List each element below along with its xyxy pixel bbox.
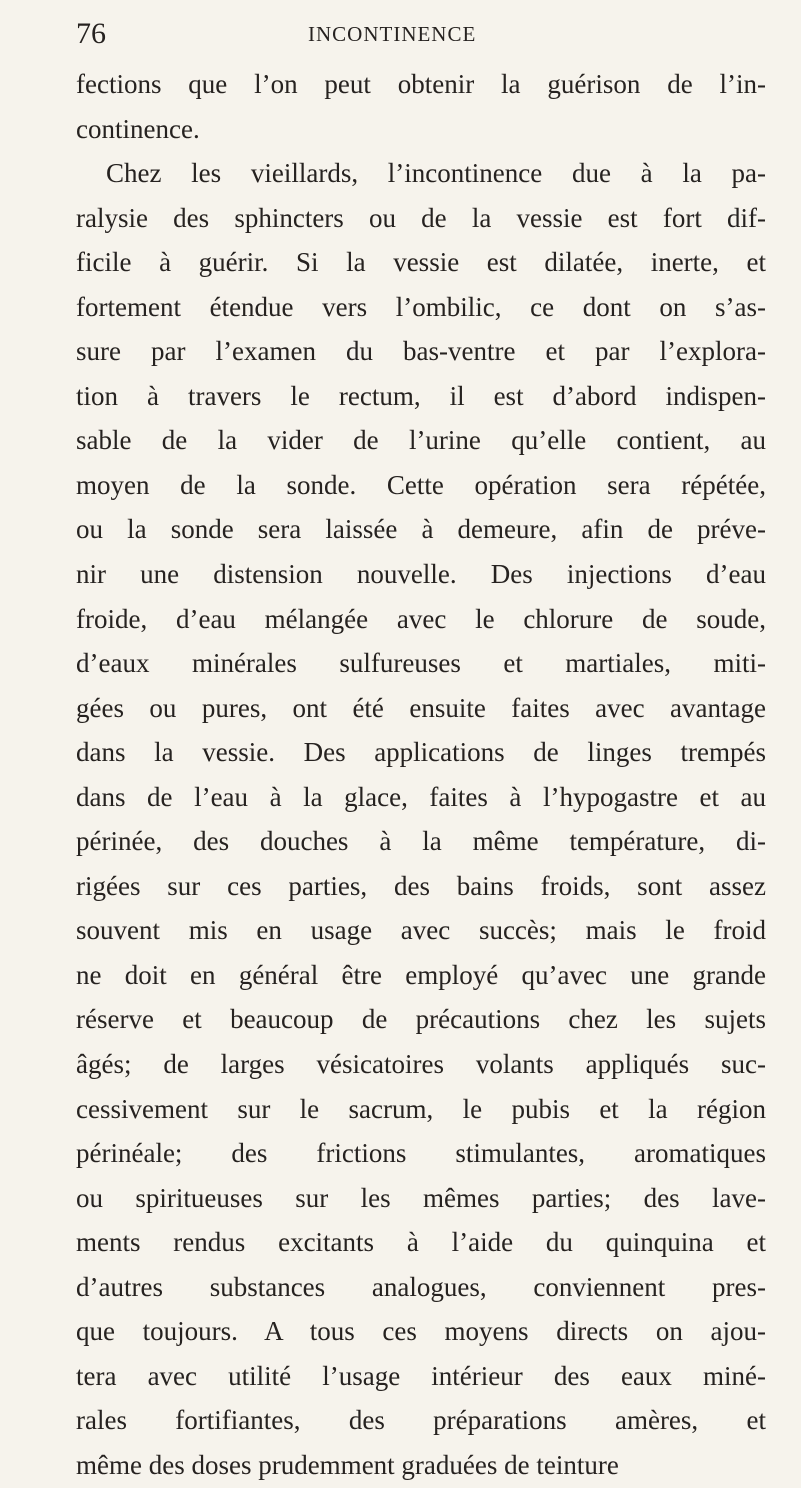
text-line: froide, d’eau mélangée avec le chlorure de soude, [76,603,766,634]
text-line: cessivement sur le sacrum, le pubis et la région [76,1093,766,1124]
text-line: d’autres substances analogues, conviennent pres- [76,1271,766,1302]
text-line: dans la vessie. Des applications de linges trempés [76,737,766,768]
text-line: périnée, des douches à la même température, di- [76,826,766,857]
text-line: ne doit en général être employé qu’avec une grande [76,959,766,990]
text-line: même des doses prudemment graduées de teinture [76,1449,619,1480]
text-line: moyen de la sonde. Cette opération sera répétée, [76,469,766,500]
text-line: périnéale; des frictions stimulantes, aromatiques [76,1138,766,1169]
text-line: fortement étendue vers l’ombilic, ce dont on s’as- [76,291,766,322]
page-number: 76 [76,17,106,50]
text-line: gées ou pures, ont été ensuite faites avec avantage [76,692,766,723]
text-line: ments rendus excitants à l’aide du quinquina et [76,1227,766,1258]
text-line: ou la sonde sera laissée à demeure, afin de préve- [76,514,766,545]
text-line: sable de la vider de l’urine qu’elle contient, au [76,425,766,456]
text-line: tera avec utilité l’usage intérieur des eaux miné- [76,1360,766,1391]
text-line: sure par l’examen du bas-ventre et par l’explora- [76,336,766,367]
text-line: réserve et beaucoup de précautions chez les sujets [76,1004,766,1035]
text-line: que toujours. A tous ces moyens directs on ajou- [76,1316,766,1347]
text-line: nir une distension nouvelle. Des injections d’eau [76,559,766,590]
page-header [76,14,766,54]
text-line: rales fortifiantes, des préparations amères, et [76,1405,766,1436]
text-line: ralysie des sphincters ou de la vessie est fort dif- [76,202,766,233]
body-text [76,62,766,1488]
text-line: ou spiritueuses sur les mêmes parties; des lave- [76,1182,766,1213]
text-line: continence. [76,113,200,144]
text-line: rigées sur ces parties, des bains froids, sont assez [76,870,766,901]
text-line: ficile à guérir. Si la vessie est dilatée, inerte, et [76,247,766,278]
running-head: INCONTINENCE [308,22,477,46]
text-line: souvent mis en usage avec succès; mais le froid [76,915,766,946]
text-line: d’eaux minérales sulfureuses et martiales, miti- [76,648,766,679]
text-line: fections que l’on peut obtenir la guérison de l’in- [76,69,766,99]
text-line: Chez les vieillards, l’incontinence due à la pa- [106,158,766,189]
text-line: tion à travers le rectum, il est d’abord indispen- [76,380,766,411]
text-line: âgés; de larges vésicatoires volants appliqués suc- [76,1049,766,1080]
text-line: dans de l’eau à la glace, faites à l’hypogastre et au [76,781,766,812]
